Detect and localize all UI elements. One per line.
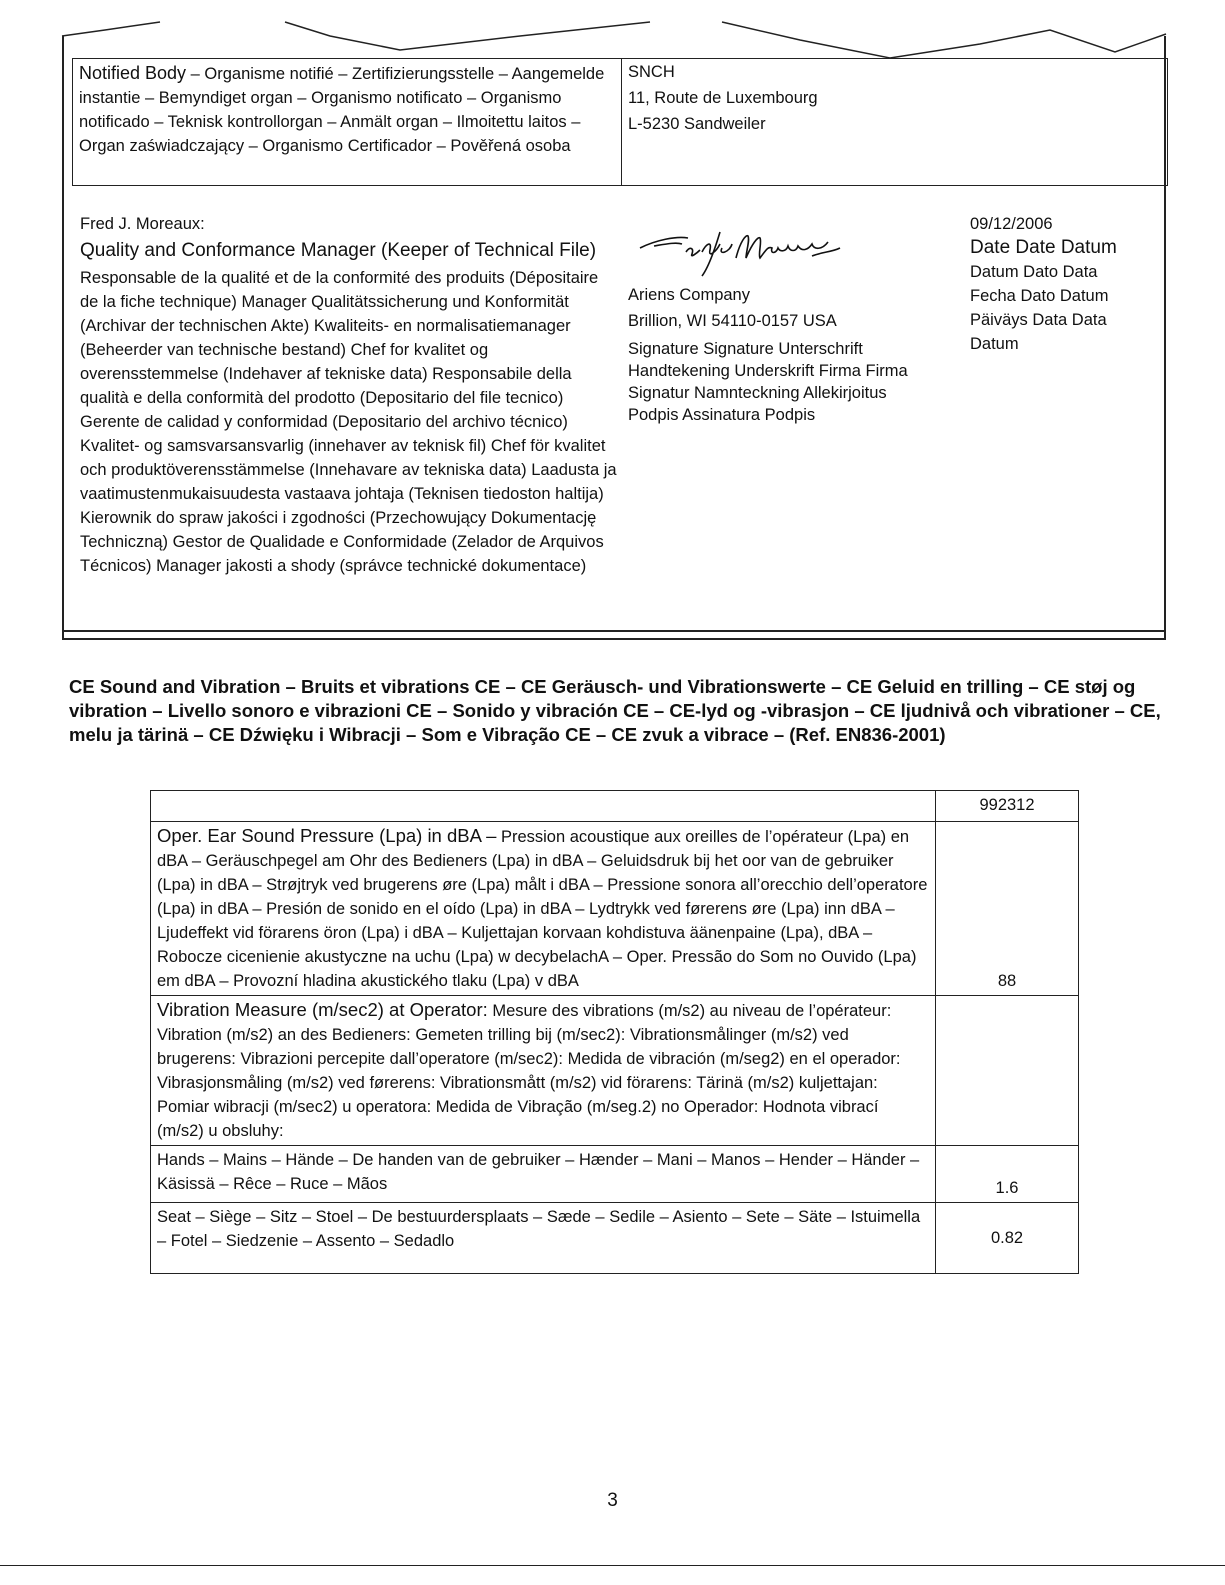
row-description <box>151 1203 936 1274</box>
address-line: 11, Route de Luxembourg <box>628 89 818 107</box>
company-name: Ariens Company <box>628 286 750 304</box>
row-value: 88 <box>936 822 1079 996</box>
date-block <box>970 212 1170 356</box>
notified-body-label <box>73 59 622 185</box>
table-row <box>151 1146 1079 1203</box>
notified-body-address <box>622 59 1167 185</box>
notified-body-lead: Notified Body <box>79 63 187 83</box>
address-line: SNCH <box>628 63 675 81</box>
row-text: Seat – Siège – Sitz – Stoel – De bestuurdersplaats – Sæde – Sedile – Asiento – Sete – Säte – Istuimella – Fotel – Siedzenie – Assento – Sedadlo <box>157 1208 921 1250</box>
date-label: Datum Dato Data <box>970 263 1098 281</box>
row-description <box>151 996 936 1146</box>
row-description <box>151 822 936 996</box>
row-text: Pression acoustique aux oreilles de l’opérateur (Lpa) en dBA – Geräuschpegel am Ohr des Bedieners (Lpa) in dBA – Geluidsdruk bij het oor van de gebruiker (Lpa) in dBA – Strøjtryk ved brugerens øre (Lpa) målt i dBA – Pressione sonora all’orecchio dell’operatore (Lpa) in dBA – Presión de sonido en el oído (Lpa) in dBA – Lydtrykk ved førerens øre (Lpa) inn dBA – Ljudeffekt vid förarens öron (Lpa) i dBA – Kuljettajan korvaan kohdistuva äänenpaine (Lpa), dBA – Robocze cicenienie akustyczne na uchu (Lpa) w decybelachA – Oper. Pressão do Som no Ouvido (Lpa) em dBA – Provozní hladina akustického tlaku (Lpa) v dBA <box>157 828 928 990</box>
row-lead: Oper. Ear Sound Pressure (Lpa) in dBA – <box>157 825 497 846</box>
signature-label: Signature Signature Unterschrift <box>628 340 863 358</box>
company-address: Brillion, WI 54110-0157 USA <box>628 312 837 330</box>
page-number: 3 <box>607 1490 618 1511</box>
signatory-name: Fred J. Moreaux: <box>80 215 205 233</box>
signature-label: Signatur Namnteckning Allekirjoitus <box>628 384 887 402</box>
signature-label: Handtekening Underskrift Firma Firma <box>628 362 908 380</box>
date-label: Fecha Dato Datum <box>970 287 1109 305</box>
sound-vibration-table <box>150 790 1079 1274</box>
table-row <box>151 996 1079 1146</box>
signatory-title: Quality and Conformance Manager (Keeper of Technical File) <box>80 240 597 261</box>
table-row <box>151 822 1079 996</box>
row-lead: Vibration Measure (m/sec2) at Operator: <box>157 999 488 1020</box>
row-value: 1.6 <box>936 1146 1079 1203</box>
date-value: 09/12/2006 <box>970 215 1053 233</box>
sound-vibration-heading: CE Sound and Vibration – Bruits et vibrations CE – CE Geräusch- und Vibrationswerte – CE Geluid en trilling – CE støj og vibration – Livello sonoro e vibrazioni CE – Sonido y vibración CE – CE-lyd og -vibrasjon – CE ljudnivå och vibrationer – CE, melu ja tärinä – CE Dźwięku i Wibracji – Som e Vibração CE – CE zvuk a vibrace – (Ref. EN836-2001) <box>69 676 1161 745</box>
signature-label: Podpis Assinatura Podpis <box>628 406 816 424</box>
signatory-title-block <box>80 212 620 578</box>
table-header-row <box>151 791 1079 822</box>
date-label: Päiväys Data Data <box>970 311 1107 329</box>
signatory-title-translations: Responsable de la qualité et de la conformité des produits (Dépositaire de la fiche technique) Manager Qualitätssicherung und Konformität (Archivar der technischen Akte) Kwaliteits- en normalisatiemanager (Beheerder van technische bestand) Chef for kvalitet og overensstemmelse (Indehaver af tekniske data) Responsabile della qualità e della conformità del prodotto (Depositario del file tecnico) Gerente de calidad y conformidad (Depositario del archivo técnico) Kvalitet- og samsvarsansvarlig (innehaver av teknisk fil) Chef för kvalitet och produktöverensstämmelse (Innehavare av tekniska data) Laadusta ja vaatimustenmukaisuudesta vastaava johtaja (Teknisen tiedoston haltija) Kierownik do spraw jakości i zgodności (Przechowujący Dokumentację Techniczną) Gestor de Qualidade e Conformidade (Zelador de Arquivos Técnicos) Manager jakosti a shody (správce technické dokumentace) <box>80 269 617 575</box>
frame-double-rule <box>62 630 1166 640</box>
company-signature-block <box>628 222 958 426</box>
table-row <box>151 1203 1079 1274</box>
row-description <box>151 1146 936 1203</box>
date-label: Datum <box>970 335 1019 353</box>
notified-body-table <box>72 58 1168 186</box>
row-text: Hands – Mains – Hände – De handen van de gebruiker – Hænder – Mani – Manos – Hender – Händer – Käsissä – Rêce – Ruce – Mãos <box>157 1151 920 1193</box>
row-value: 0.82 <box>936 1203 1079 1274</box>
address-line: L-5230 Sandweiler <box>628 115 766 133</box>
date-label: Date Date Datum <box>970 237 1117 258</box>
bottom-rule <box>0 1565 1225 1566</box>
row-value <box>936 996 1079 1146</box>
notified-body-translations: – Organisme notifié – Zertifizierungsstelle – Aangemelde instantie – Bemyndiget organ – Organismo notificato – Organismo notificado – Teknisk kontrollorgan – Anmält organ – Ilmoitettu laitos – Organ zaświadczający – Organismo Certificador – Pověřená osoba <box>79 65 605 155</box>
model-number: 992312 <box>936 791 1079 822</box>
row-text: Mesure des vibrations (m/s2) au niveau de l’opérateur: Vibration (m/s2) an des Bedieners: Gemeten trilling bij (m/sec2): Vibrationsmålinger (m/s2) ved brugerens: Vibrazioni percepite dall’operatore (m/sec2): Medida de vibración (m/seg2) en el operador: Vibrasjonsmåling (m/s2) ved førerens: Vibrationsmått (m/s2) vid förarens: Tärinä (m/s2) kuljettajan: Pomiar wibracji (m/sec2) u operatora: Medida de Vibração (m/seg.2) no Operador: Hodnota vibrací (m/s2) u obsluhy: <box>157 1002 901 1140</box>
table-header-blank <box>151 791 936 822</box>
